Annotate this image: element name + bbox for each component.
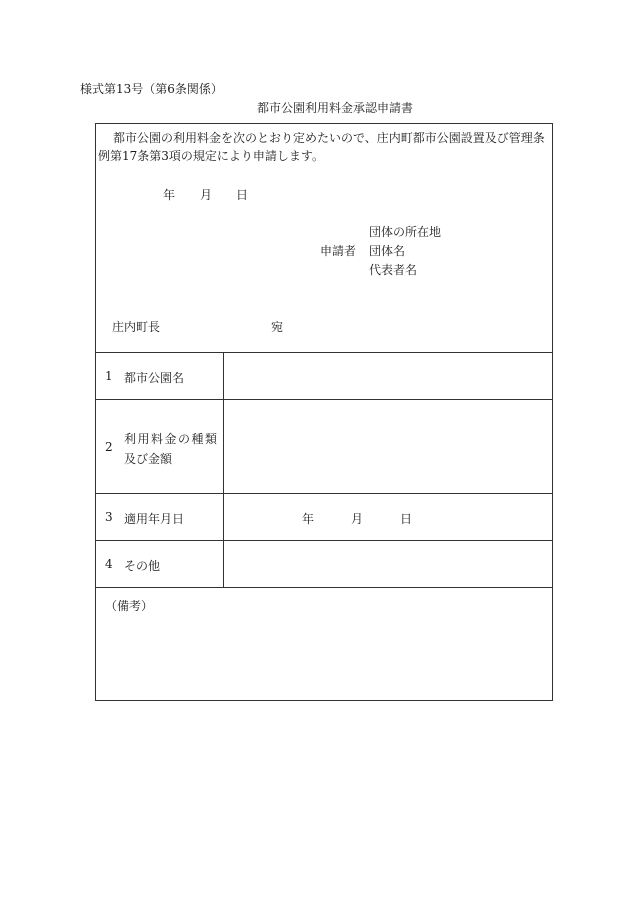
date-day-label: 日	[236, 188, 249, 202]
row-1-number: 1	[105, 369, 113, 383]
remarks-label: （備考）	[105, 599, 154, 613]
effective-date-year-label: 年	[302, 512, 315, 526]
applicant-address-label: 団体の所在地	[369, 225, 442, 239]
form-number: 様式第13号（第6条関係）	[80, 82, 223, 96]
application-form	[95, 123, 553, 701]
row-1-label: 都市公園名	[124, 371, 185, 385]
park-name-field[interactable]	[224, 353, 551, 398]
row-2-label-line-1	[124, 430, 217, 447]
fee-type-amount-field[interactable]	[224, 400, 551, 492]
row-2-number: 2	[105, 440, 113, 454]
applicant-label: 申請者	[320, 244, 357, 258]
row-4-number: 4	[105, 557, 113, 571]
row-3-number: 3	[105, 510, 113, 524]
row-2-label-line-1-text: 利用料金の種類	[124, 432, 217, 446]
row-2-label-line-2: 及び金額	[124, 452, 173, 466]
date-month-label: 月	[200, 188, 213, 202]
effective-date-month-label: 月	[351, 512, 364, 526]
remarks-field[interactable]	[97, 588, 551, 699]
addressee-name: 庄内町長	[112, 320, 161, 334]
date-year-label: 年	[163, 188, 176, 202]
applicant-representative-label: 代表者名	[369, 263, 418, 277]
statement-line-2: 例第17条第3項の規定により申請します。	[98, 149, 324, 163]
row-3-label: 適用年月日	[124, 512, 185, 526]
document-title: 都市公園利用料金承認申請書	[256, 101, 413, 115]
other-field[interactable]	[224, 541, 551, 586]
applicant-group-name-label: 団体名	[369, 244, 406, 258]
statement-line-1: 都市公園の利用料金を次のとおり定めたいので、庄内町都市公園設置及び管理条	[113, 131, 545, 145]
row-4-label: その他	[124, 559, 161, 573]
effective-date-day-label: 日	[400, 512, 413, 526]
addressee-honorific: 宛	[271, 320, 284, 334]
effective-date-field[interactable]	[224, 494, 551, 539]
